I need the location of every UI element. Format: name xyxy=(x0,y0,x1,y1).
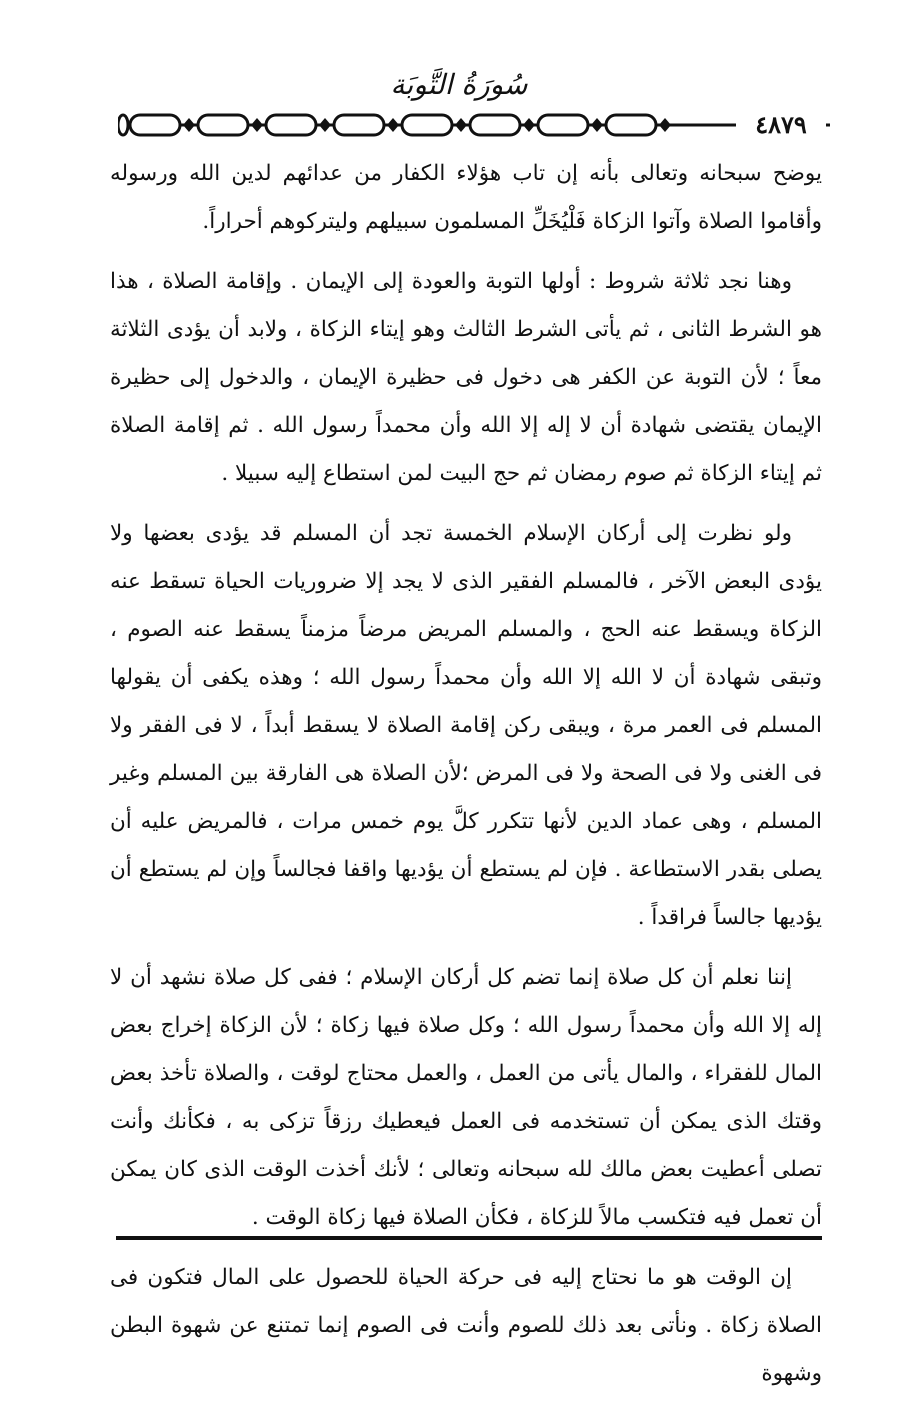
paragraph: إننا نعلم أن كل صلاة إنما تضم كل أركان الإسلام ؛ ففى كل صلاة نشهد أن لا إله إلا الله وأن محمداً رسول الله ؛ وكل صلاة فيها زكاة ؛ لأن الزكاة إخراج بعض المال للفقراء ، والمال يأتى من العمل ، والعمل محتاج لوقت ، والصلاة تأخذ بعض وقتك الذى يمكن أن تستخدمه فى العمل فيعطيك رزقاً تزكى به ، فكأنك وأنت تصلى أعطيت بعض مالك لله سبحانه وتعالى ؛ لأنك أخذت الوقت الذى كان يمكن أن تعمل فيه فتكسب مالاً للزكاة ، فكأن الصلاة فيها زكاة الوقت . xyxy=(110,965,822,1230)
footer-rule xyxy=(116,1236,822,1240)
ornamental-header-border xyxy=(118,112,830,138)
surah-title: سُورَةُ التَّوبَة xyxy=(390,68,528,101)
main-text xyxy=(110,150,822,1410)
page-number: ٤٨٧٩ xyxy=(736,110,826,140)
paragraph: إن الوقت هو ما نحتاج إليه فى حركة الحياة للحصول على المال فتكون فى الصلاة زكاة . ونأتى بعد ذلك للصوم وأنت فى الصوم إنما تمتنع عن شهوة البطن وشهوة xyxy=(110,1265,822,1386)
paragraph: يوضح سبحانه وتعالى بأنه إن تاب هؤلاء الكفار من عدائهم لدين الله ورسوله وأقاموا الصلاة وآتوا الزكاة فَلْيُخَلِّ المسلمون سبيلهم وليتركوهم أحراراً. xyxy=(110,161,822,234)
paragraph: ولو نظرت إلى أركان الإسلام الخمسة تجد أن المسلم قد يؤدى بعضها ولا يؤدى البعض الآخر ، فالمسلم الفقير الذى لا يجد إلا ضروريات الحياة تسقط عنه الزكاة ويسقط عنه الحج ، والمسلم المريض مرضاً مزمناً يسقط عنه الصوم ، وتبقى شهادة أن لا الله إلا الله وأن محمداً رسول الله ؛ وهذه يكفى أن يقولها المسلم فى العمر مرة ، ويبقى ركن إقامة الصلاة لا يسقط أبداً ، لا فى الفقر ولا فى الغنى ولا فى الصحة ولا فى المرض ؛لأن الصلاة هى الفارقة بين المسلم وغير المسلم ، وهى عماد الدين لأنها تتكرر كلَّ يوم خمس مرات ، فالمريض عليه أن يصلى بقدر الاستطاعة . فإن لم يستطع أن يؤديها واقفا فجالساً وإن لم يستطع أن يؤديها جالساً فراقداً . xyxy=(110,521,822,930)
paragraph: وهنا نجد ثلاثة شروط : أولها التوبة والعودة إلى الإيمان . وإقامة الصلاة ، هذا هو الشرط الثانى ، ثم يأتى الشرط الثالث وهو إيتاء الزكاة ، ولابد أن يؤدى الثلاثة معاً ؛ لأن التوبة عن الكفر هى دخول فى حظيرة الإيمان ، والدخول إلى حظيرة الإيمان يقتضى شهادة أن لا إله إلا الله وأن محمداً رسول الله . ثم إقامة الصلاة ثم إيتاء الزكاة ثم صوم رمضان ثم حج البيت لمن استطاع إليه سبيلا . xyxy=(110,269,822,486)
